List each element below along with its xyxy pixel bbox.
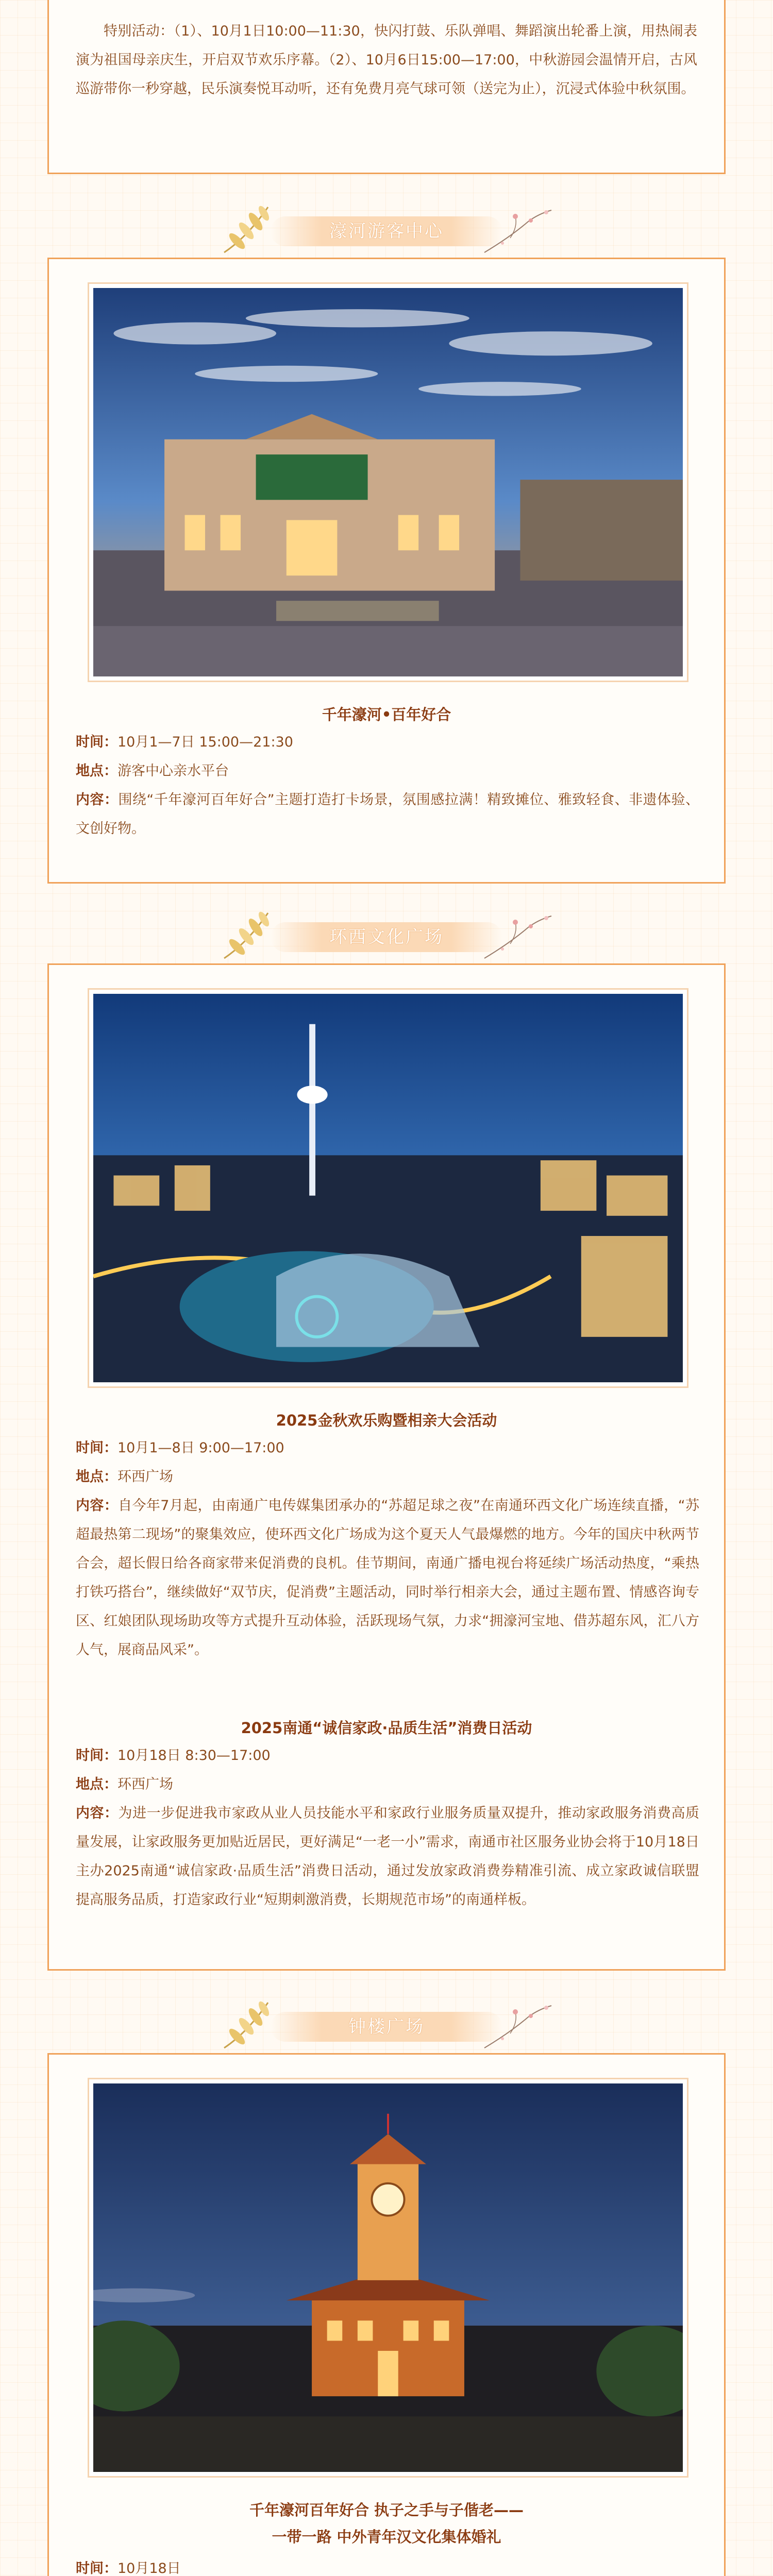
event-content: 自今年7月起，由南通广电传媒集团承办的“苏超足球之夜”在南通环西文化广场连续直播，“苏超最热第二现场”的聚集效应，使环西文化广场成为这个夏天人气最爆燃的地方。今年的国庆中秋两节合会，超长假日给各商家带来促消费的良机。佳节期间，南通广播电视台将延续广场活动热度，“乘热打铁巧搭台”，继续做好“双节庆，促消费”主题活动，同时举行相亲大会，通过主题布置、情感咨询专区、红娘团队现场助攻等方式提升互动体验，活跃现场气氛，力求“拥濠河宝地、借苏超东风，汇八方人气，展商品风采”。 xyxy=(76,1498,700,1658)
time-label: 时间： xyxy=(76,2561,117,2576)
huanxi-square-photo xyxy=(89,990,687,1386)
event-time-row xyxy=(76,728,699,757)
plum-branch-icon xyxy=(479,206,557,255)
time-label: 时间： xyxy=(76,1440,117,1456)
intro-text: 特别活动：（1）、10月1日10:00—11:30，快闪打鼓、乐队弹唱、舞蹈演出轮番上演，用热闹表演为祖国母亲庆生，开启双节欢乐序幕。（2）、10月6日15:00—17:00，中秋游园会温情开启，古风巡游带你一秒穿越，民乐演奏悦耳动听，还有免费月亮气球可领（送完为止），沉浸式体验中秋氛围。 xyxy=(76,23,697,97)
place-label: 地点： xyxy=(76,763,117,779)
content-label: 内容： xyxy=(76,792,119,808)
event-place-row xyxy=(76,1770,699,1799)
event-time: 10月1—7日 15:00—21:30 xyxy=(117,734,293,750)
event-time: 10月1—8日 9:00—17:00 xyxy=(117,1440,284,1456)
plum-branch-icon xyxy=(479,2002,557,2050)
event-time-row xyxy=(76,2554,699,2576)
section-banner-huanxi-square xyxy=(206,907,567,963)
event-details xyxy=(76,1434,699,1665)
event-details xyxy=(76,2554,699,2576)
intro-panel xyxy=(47,0,726,174)
event-content: 围绕“千年濠河百年好合”主题打造打卡场景，氛围感拉满！精致摊位、雅致轻食、非遗体验、文创好物。 xyxy=(76,792,699,837)
event-title: 千年濠河百年好合 执子之手与子偕老—— xyxy=(249,2501,524,2519)
bell-tower-panel xyxy=(47,2053,726,2576)
visitor-center-photo xyxy=(89,284,687,681)
section-banner-title: 钟楼广场 xyxy=(271,2012,502,2042)
event-title: 2025南通“诚信家政·品质生活”消费日活动 xyxy=(241,1719,532,1737)
event-content: 为进一步促进我市家政从业人员技能水平和家政行业服务质量双提升，推动家政服务消费高质量发展，让家政服务更加贴近居民，更好满足“一老一小”需求，南通市社区服务业协会将于10月18日主办2025南通“诚信家政·品质生活”消费日活动，通过发放家政消费券精准引流、成立家政诚信联盟提高服务品质，打造家政行业“短期刺激消费，长期规范市场”的南通样板。 xyxy=(76,1805,700,1908)
wheat-leaf-icon xyxy=(216,1996,278,2053)
event-details xyxy=(76,1741,699,1914)
time-label: 时间： xyxy=(76,1748,117,1764)
section-banner-bell-tower xyxy=(206,1996,567,2053)
event-content-row xyxy=(76,1492,699,1665)
event-title: 千年濠河•百年好合 xyxy=(322,706,451,723)
event-time-row xyxy=(76,1741,699,1770)
event-place: 游客中心亲水平台 xyxy=(117,763,229,779)
section-banner-title: 环西文化广场 xyxy=(271,922,502,952)
bell-tower-photo xyxy=(89,2079,687,2476)
event-place: 环西广场 xyxy=(117,1776,173,1792)
event-place-row xyxy=(76,757,699,786)
wheat-leaf-icon xyxy=(216,201,278,258)
section-banner-visitor-center xyxy=(206,201,567,258)
content-label: 内容： xyxy=(76,1498,119,1514)
huanxi-square-panel xyxy=(47,963,726,1971)
event-place: 环西广场 xyxy=(117,1469,173,1485)
plum-branch-icon xyxy=(479,912,557,961)
content-label: 内容： xyxy=(76,1805,119,1821)
event-subtitle: 一带一路 中外青年汉文化集体婚礼 xyxy=(272,2528,501,2546)
event-time: 10月18日 8:30—17:00 xyxy=(117,1748,271,1764)
event-place-row xyxy=(76,1463,699,1492)
time-label: 时间： xyxy=(76,734,117,750)
place-label: 地点： xyxy=(76,1776,117,1792)
visitor-center-panel xyxy=(47,258,726,884)
event-time-row xyxy=(76,1434,699,1463)
place-label: 地点： xyxy=(76,1469,117,1485)
event-title: 2025金秋欢乐购暨相亲大会活动 xyxy=(276,1412,497,1429)
event-details xyxy=(76,728,699,843)
section-banner-title: 濠河游客中心 xyxy=(271,216,502,246)
event-time: 10月18日 xyxy=(117,2561,181,2576)
event-content-row xyxy=(76,1799,699,1914)
wheat-leaf-icon xyxy=(216,907,278,963)
event-content-row xyxy=(76,786,699,843)
